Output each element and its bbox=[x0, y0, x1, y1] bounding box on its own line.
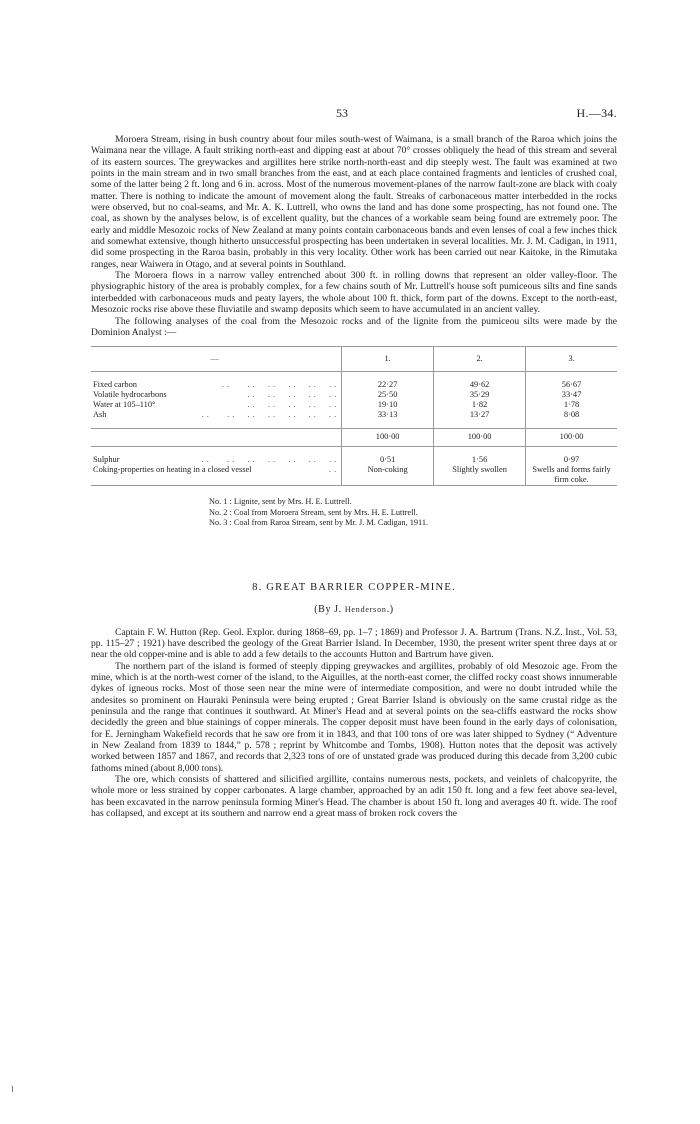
byline-open: (By J. bbox=[314, 604, 345, 616]
cell-value: 25·50 bbox=[377, 390, 398, 400]
composition-labels: Fixed carbon .. .. .. .. .. .. Volatile hydrocarbons .. .. .. .. .. Water at 105–110° .. .. .. .. .. Ash .. .. .. .. .. .. .. bbox=[93, 380, 340, 420]
coal-analysis-table bbox=[91, 346, 617, 486]
paragraph-analyses-intro: The following analyses of the coal from the Mesozoic rocks and of the lignite from the pumiceou silts were made by the Dominion Analyst :— bbox=[91, 315, 617, 338]
row-label-sulphur: Sulphur bbox=[93, 455, 120, 465]
paragraph-ore-description: The ore, which consists of shattered and silicified argillite, contains numerous nests, pockets, and veinlets of chalcopyrite, the whole more or less strained by copper carbonates. A large chamber, approached by an adit 150 ft. long and a few feet above sea-level, has been excavated in the narrow peninsula forming Miner's Head. The chamber is about 150 ft. long and averages 40 ft. wide. The roof has collapsed, and except at its southern and narrow end a great mass of broken rock covers the bbox=[91, 774, 617, 820]
cell-value: 35·29 bbox=[469, 390, 490, 400]
cell-value: 1·56 bbox=[434, 455, 526, 465]
cell-value: Swells and forms fairly firm coke. bbox=[526, 465, 617, 486]
table-header-col-1: 1. bbox=[342, 347, 434, 372]
cell-value: 33·13 bbox=[377, 410, 398, 420]
page-header bbox=[91, 108, 617, 122]
section-byline bbox=[91, 604, 617, 615]
total-col-3: 100·00 bbox=[526, 429, 617, 447]
table-note: No. 2 : Coal from Moroera Stream, sent by Mrs. H. E. Luttrell. bbox=[209, 507, 418, 517]
sulphur-row: Sulphur .. .. .. .. .. .. .. 0·51 1·56 0·97 bbox=[91, 455, 617, 465]
row-label-volatile-hydrocarbons: Volatile hydrocarbons bbox=[93, 390, 167, 400]
cell-value: Non-coking bbox=[342, 465, 434, 486]
cell-value: 1·82 bbox=[471, 400, 488, 410]
row-label-fixed-carbon: Fixed carbon bbox=[93, 380, 137, 390]
table-note: No. 1 : Lignite, sent by Mrs. H. E. Luttrell. bbox=[209, 497, 352, 507]
cell-value: 8·08 bbox=[563, 410, 580, 420]
cell-value: Slightly swollen bbox=[434, 465, 526, 486]
total-col-1: 100·00 bbox=[342, 429, 434, 447]
paragraph-moroera-valley: The Moroera flows in a narrow valley entrenched about 300 ft. in rolling downs that represent an older valley-floor. The physiographic history of the area is probably complex, for a few chains south of Mr. Luttrell's house soft pumiceous silts and fine sands interbedded with carbonaceous muds and peaty layers, the whole about 100 ft. thick, form part of the downs. Except to the north-east, Mesozoic rocks rise above these fluviatile and swamp deposits which seem to have accumulated in an ancient valley. bbox=[91, 270, 617, 316]
cell-value: 13·27 bbox=[469, 410, 490, 420]
document-reference: H.—34. bbox=[576, 106, 617, 120]
composition-values-col-1 bbox=[342, 380, 434, 420]
table-notes bbox=[209, 497, 617, 529]
cell-value: 33·47 bbox=[561, 390, 582, 400]
composition-values-col-2 bbox=[434, 380, 526, 420]
table-header-col-2: 2. bbox=[434, 347, 526, 372]
row-label-ash: Ash bbox=[93, 410, 107, 420]
coking-row: Coking-properties on heating in a closed vessel .. Non-coking Slightly swollen Swells and forms fairly firm coke. bbox=[91, 465, 617, 486]
table-header-col-3: 3. bbox=[526, 347, 617, 372]
byline-close: .) bbox=[386, 604, 394, 616]
paragraph-previous-accounts: Captain F. W. Hutton (Rep. Geol. Explor. during 1868–69, pp. 1–7 ; 1869) and Professor J. A. Bartrum (Trans. N.Z. Inst., Vol. 53, pp. 115–27 ; 1921) have described the geology of the Great Barrier Island. In December, 1930, the present writer spent three days at or near the old copper-mine and is able to add a few details to the accounts Hutton and Bartrum have given. bbox=[91, 626, 617, 661]
row-label-coking: Coking-properties on heating in a closed vessel bbox=[93, 465, 252, 475]
cell-value: 56·67 bbox=[561, 380, 582, 390]
row-label-water: Water at 105–110° bbox=[93, 400, 156, 410]
cell-value: 1·78 bbox=[563, 400, 580, 410]
section-title: 8. GREAT BARRIER COPPER-MINE. bbox=[252, 581, 456, 593]
composition-rows bbox=[91, 380, 617, 420]
composition-values-col-3 bbox=[526, 380, 617, 420]
paragraph-island-geology: The northern part of the island is formed of steeply dipping greywackes and argillites, probably of old Mesozoic age. From the mine, which is at the north-west corner of the island, to the Aiguilles, at the north-east corner, the cliffed rocky coast shows innumerable dykes of igneous rocks. Most of those seen near the mine were of intermediate composition, and were no doubt intruded while the andesites so prominent on Hauraki Peninsula were being erupted ; Great Barrier Island is obviously on the same crustal ridge as the peninsula and the range that continues it southward. At Miner's Head and at several points on the sea-cliffs eastward the rocks show decidedly the green and blue stainings of copper minerals. The copper deposit must have been found in the early days of colonisation, for E. Jerningham Wakefield records that he saw ore from it in 1843, and that 100 tons of ore was later shipped to Sydney (“ Adventure in New Zealand from 1839 to 1844,” p. 578 ; reprint by Whitcombe and Tombs, 1908). Hutton notes that the deposit was actively worked between 1857 and 1867, and records that 2,323 tons of ore of unstated grade was produced during this decade from 3,200 cubic fathoms mined (about 8,000 tons). bbox=[91, 660, 617, 774]
cell-value: 22·27 bbox=[377, 380, 398, 390]
document-page bbox=[91, 0, 617, 820]
totals-row bbox=[91, 429, 617, 447]
paragraph-moroera-stream: Moroera Stream, rising in bush country about four miles south-west of Waimana, is a small branch of the Raroa which joins the Waimana near the village. A fault striking north-east and dipping east at about 70° crosses obliquely the head of this stream and several of its eastern sources. The greywackes and argillites here strike north-north-east and dip steeply west. The fault was examined at two points in the main stream and in two small branches from the east, and at each place contained fragments and lenticles of crushed coal, some of the latter being 2 ft. long and 6 in. across. Most of the numerous movement-planes of the narrow fault-zone are black with coaly matter. There is nothing to indicate the amount of movement along the fault. Streaks of carbonaceous matter interbedded in the rocks were observed, but no coal-seams, and Mr. A. K. Luttrell, who owns the land and has done some prospecting, has not found one. The coal, as shown by the analyses below, is of excellent quality, but the chances of a workable seam being found are extremely poor. The early and middle Mesozoic rocks of New Zealand at many points contain carbonaceous bands and even lenses of coal a few inches thick and somewhat extensive, though hitherto unsuccessful prospecting has been undertaken in several localities. Mr. J. M. Cadigan, in 1911, did some prospecting in the Raroa basin, probably in this very locality. Other work has been carried out near Kaitoke, in the Rimutaka ranges, near Waiwera in Otago, and at several points in Southland. bbox=[91, 134, 617, 270]
page-number: 53 bbox=[336, 106, 348, 120]
cell-value: 19·10 bbox=[377, 400, 398, 410]
margin-mark bbox=[12, 1086, 13, 1092]
cell-value: 49·62 bbox=[469, 380, 490, 390]
table-header-row bbox=[91, 347, 617, 372]
cell-value: 0·51 bbox=[342, 455, 434, 465]
byline-author-name: Henderson bbox=[344, 605, 387, 615]
table-note: No. 3 : Coal from Raroa Stream, sent by Mr. J. M. Cadigan, 1911. bbox=[209, 518, 429, 528]
table-header-blank: — bbox=[91, 347, 342, 372]
cell-value: 0·97 bbox=[526, 455, 617, 465]
total-col-2: 100·00 bbox=[434, 429, 526, 447]
